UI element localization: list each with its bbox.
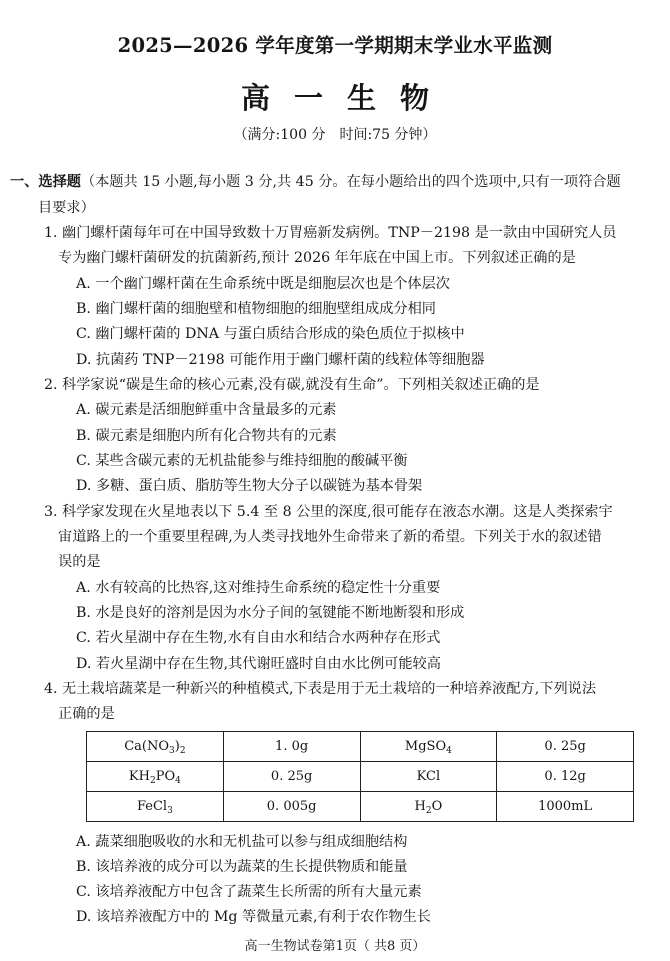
nutrient-solution-table [86,731,634,822]
table-cell-amount: 0. 005g [223,792,360,822]
question-2-stem: 2. 科学家说“碳是生命的核心元素,没有碳,就没有生命”。下列相关叙述正确的是 [44,377,540,393]
page-footer: 高一生物试卷第1页（ 共8 页） [244,939,426,954]
table-cell-reagent: MgSO$_4$ [360,732,497,762]
question-1-option-b: B. 幽门螺杆菌的细胞壁和植物细胞的细胞壁组成成分相同 [76,301,436,317]
section-heading [10,172,621,192]
exam-title: 2025—2026 学年度第一学期期末学业水平监测 [117,34,553,57]
question-3-stem: 3. 科学家发现在火星地表以下 5.4 至 8 公里的深度,很可能存在液态水潮。这是人类探索宇 [44,504,613,520]
section-description: （本题共 15 小题,每小题 3 分,共 45 分。在每小题给出的四个选项中,只有一项符合题 [80,174,621,190]
question-4-option-a: A. 蔬菜细胞吸收的水和无机盐可以参与组成细胞结构 [76,834,408,850]
table-row [87,792,634,822]
question-2-option-d: D. 多糖、蛋白质、脂肪等生物大分子以碳链为基本骨架 [76,478,423,494]
question-4-option-b: B. 该培养液的成分可以为蔬菜的生长提供物质和能量 [76,859,408,875]
table-row [87,762,634,792]
question-4-stem: 正确的是 [58,706,115,722]
question-1-stem: 专为幽门螺杆菌研发的抗菌新药,预计 2026 年年底在中国上市。下列叙述正确的是 [58,250,576,266]
table-row [87,732,634,762]
question-3-option-c: C. 若火星湖中存在生物,水有自由水和结合水两种存在形式 [76,630,441,646]
table-cell-reagent: $H_2O$ [360,792,497,822]
score-time-info: （满分:100 分 时间:75 分钟） [233,127,437,143]
question-1-stem: 1. 幽门螺杆菌每年可在中国导致数十万胃癌新发病例。TNP－2198 是一款由中国研究人员 [44,225,617,241]
question-4-option-c: C. 该培养液配方中包含了蔬菜生长所需的所有大量元素 [76,884,422,900]
section-description-continued: 目要求） [38,200,95,216]
question-3-stem: 误的是 [58,554,101,570]
section-label: 一、选择题 [10,174,81,190]
subject-title: 高一生物 [240,81,453,115]
question-3-option-a: A. 水有较高的比热容,这对维持生命系统的稳定性十分重要 [76,580,441,596]
question-1-option-c: C. 幽门螺杆菌的 DNA 与蛋白质结合形成的染色质位于拟核中 [76,326,465,342]
question-2-option-b: B. 碳元素是细胞内所有化合物共有的元素 [76,428,337,444]
question-3-option-d: D. 若火星湖中存在生物,其代谢旺盛时自由水比例可能较高 [76,656,441,672]
question-4-stem: 4. 无土栽培蔬菜是一种新兴的种植模式,下表是用于无土栽培的一种培养液配方,下列说法 [44,681,597,697]
table-cell-amount: 0. 25g [223,762,360,792]
question-2-option-a: A. 碳元素是活细胞鲜重中含量最多的元素 [76,402,337,418]
question-1-option-d: D. 抗菌药 TNP－2198 可能作用于幽门螺杆菌的线粒体等细胞器 [76,352,485,368]
question-4-option-d: D. 该培养液配方中的 Mg 等微量元素,有利于农作物生长 [76,909,431,925]
table-cell-amount: 1. 0g [223,732,360,762]
table-cell-reagent: $Ca(NO_3)_2$ [87,732,224,762]
table-cell-reagent: KCl [360,762,497,792]
table-cell-amount: 0. 25g [497,732,634,762]
question-3-option-b: B. 水是良好的溶剂是因为水分子间的氢键能不断地断裂和形成 [76,605,465,621]
question-3-stem: 宙道路上的一个重要里程碑,为人类寻找地外生命带来了新的希望。下列关于水的叙述错 [58,529,602,545]
table-cell-reagent: $KH_2PO_4$ [87,762,224,792]
question-2-option-c: C. 某些含碳元素的无机盐能参与维持细胞的酸碱平衡 [76,453,408,469]
table-cell-amount: 1000mL [497,792,634,822]
table-cell-reagent: FeCl$_3$ [87,792,224,822]
table-cell-amount: 0. 12g [497,762,634,792]
question-1-option-a: A. 一个幽门螺杆菌在生命系统中既是细胞层次也是个体层次 [76,276,450,292]
